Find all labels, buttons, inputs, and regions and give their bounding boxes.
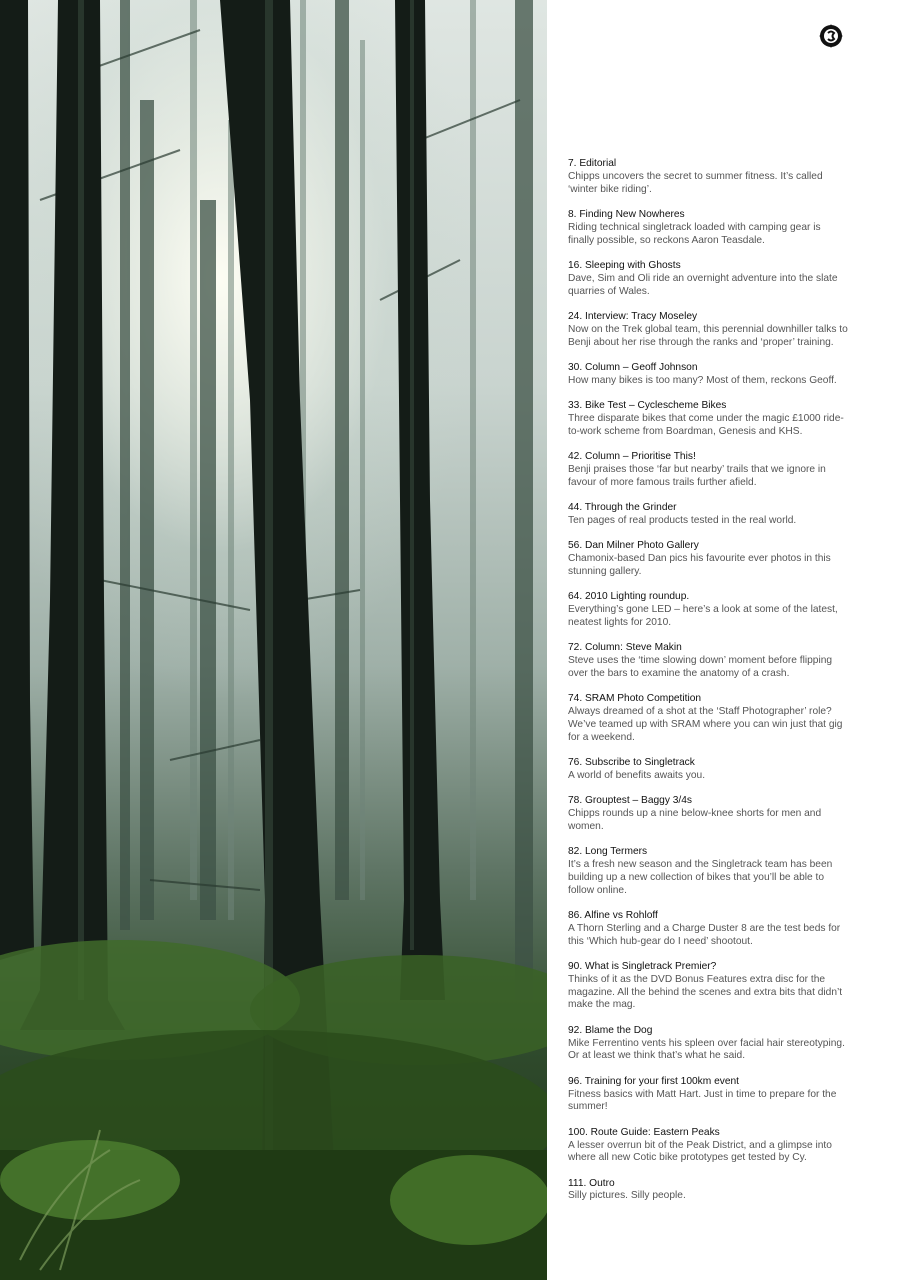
- toc-entry: [568, 1076, 848, 1114]
- toc-entry-description: Benji praises those ‘far but nearby’ trails that we ignore in favour of more famous trails further afield.: [568, 463, 826, 488]
- toc-entry: [568, 1025, 848, 1063]
- toc-entry-title: 90. What is Singletrack Premier?: [568, 960, 717, 972]
- toc-entry-title: 7. Editorial: [568, 158, 617, 169]
- toc-entry: [568, 1178, 848, 1204]
- toc-entry-description: Three disparate bikes that come under the magic £1000 ride-to-work scheme from Boardman, Genesis and KHS.: [568, 412, 844, 437]
- toc-entry: [568, 362, 848, 388]
- toc-entry-title: 82. Long Termers: [568, 846, 648, 858]
- toc-entry-title: 64. 2010 Lighting roundup.: [568, 591, 690, 603]
- toc-entry: [568, 540, 848, 578]
- toc-entry: [568, 260, 848, 298]
- toc-entry: [568, 311, 848, 349]
- toc-entry: [568, 846, 848, 897]
- table-of-contents: [568, 158, 848, 1216]
- toc-entry: [568, 209, 848, 247]
- toc-entry: [568, 757, 848, 783]
- toc-entry-description: Steve uses the ‘time slowing down’ moment before flipping over the bars to examine the anatomy of a crash.: [568, 655, 833, 679]
- toc-entry-title: 74. SRAM Photo Competition: [568, 693, 702, 705]
- toc-entry-description: Riding technical singletrack loaded with camping gear is finally possible, so reckons Aaron Teasdale.: [568, 221, 821, 246]
- toc-entry-title: 76. Subscribe to Singletrack: [568, 757, 695, 769]
- toc-entry: [568, 400, 848, 438]
- toc-entry: [568, 502, 848, 528]
- toc-entry-title: 72. Column: Steve Makin: [568, 642, 682, 654]
- toc-entry-title: 42. Column – Prioritise This!: [568, 451, 696, 463]
- toc-entry-description: Everything’s gone LED – here’s a look at some of the latest, neatest lights for 2010.: [568, 604, 838, 628]
- toc-entry: [568, 795, 848, 833]
- toc-entry: [568, 642, 848, 680]
- toc-entry-description: A lesser overrun bit of the Peak District, and a glimpse into where all new Cotic bike prototypes get tested by Cy.: [568, 1139, 832, 1164]
- toc-entry-title: 16. Sleeping with Ghosts: [568, 259, 681, 271]
- toc-entry-title: 78. Grouptest – Baggy 3/4s: [568, 795, 693, 807]
- toc-entry-description: Always dreamed of a shot at the ‘Staff Photographer’ role? We’ve teamed up with SRAM where you can win just that gig for a weekend.: [568, 706, 843, 743]
- toc-entry: [568, 451, 848, 489]
- toc-entry-description: Chipps rounds up a nine below-knee shorts for men and women.: [568, 808, 822, 832]
- toc-entry-description: How many bikes is too many? Most of them, reckons Geoff.: [568, 374, 837, 386]
- toc-entry-description: Mike Ferrentino vents his spleen over facial hair stereotyping. Or at least we think that’s what he said.: [568, 1037, 845, 1062]
- toc-entry-description: A Thorn Sterling and a Charge Duster 8 are the test beds for this ‘Which hub-gear do I need’ shootout.: [568, 922, 841, 947]
- toc-entry-title: 100. Route Guide: Eastern Peaks: [568, 1126, 720, 1138]
- toc-entry-description: Thinks of it as the DVD Bonus Features extra disc for the magazine. All the behind the scenes and extra bits that didn’t make the mag.: [568, 973, 843, 1011]
- toc-entry-title: 33. Bike Test – Cyclescheme Bikes: [568, 400, 727, 412]
- toc-entry-title: 30. Column – Geoff Johnson: [568, 361, 698, 373]
- toc-entry-title: 24. Interview: Tracy Moseley: [568, 310, 698, 322]
- singletrack-logo-icon: [819, 24, 843, 48]
- toc-entry-description: Ten pages of real products tested in the real world.: [568, 514, 797, 526]
- toc-entry: [568, 961, 848, 1012]
- toc-entry-title: 96. Training for your first 100km event: [568, 1075, 740, 1087]
- toc-entry-description: Now on the Trek global team, this perennial downhiller talks to Benji about her rise through the ranks and ‘proper’ training.: [568, 323, 848, 348]
- toc-entry-description: Fitness basics with Matt Hart. Just in time to prepare for the summer!: [568, 1088, 837, 1113]
- toc-entry: [568, 158, 848, 196]
- toc-entry: [568, 693, 848, 744]
- toc-entry-title: 111. Outro: [568, 1177, 615, 1189]
- toc-entry-title: 56. Dan Milner Photo Gallery: [568, 540, 699, 552]
- toc-entry: [568, 910, 848, 948]
- toc-entry-description: It’s a fresh new season and the Singletrack team has been building up a new collection of bikes that you’ll be able to follow online.: [568, 858, 833, 896]
- toc-entry-description: Chamonix-based Dan pics his favourite ever photos in this stunning gallery.: [568, 553, 831, 577]
- toc-entry: [568, 1127, 848, 1165]
- toc-entry-title: 44. Through the Grinder: [568, 502, 677, 514]
- toc-entry-title: 86. Alfine vs Rohloff: [568, 909, 658, 921]
- toc-entry-description: Silly pictures. Silly people.: [568, 1190, 686, 1202]
- toc-entry-description: Dave, Sim and Oli ride an overnight adventure into the slate quarries of Wales.: [568, 272, 838, 297]
- toc-entry: [568, 591, 848, 629]
- toc-entry-title: 8. Finding New Nowheres: [568, 208, 685, 220]
- toc-entry-description: Chipps uncovers the secret to summer fitness. It’s called ‘winter bike riding’.: [568, 170, 823, 195]
- toc-entry-description: A world of benefits awaits you.: [568, 769, 706, 781]
- toc-entry-title: 92. Blame the Dog: [568, 1024, 653, 1036]
